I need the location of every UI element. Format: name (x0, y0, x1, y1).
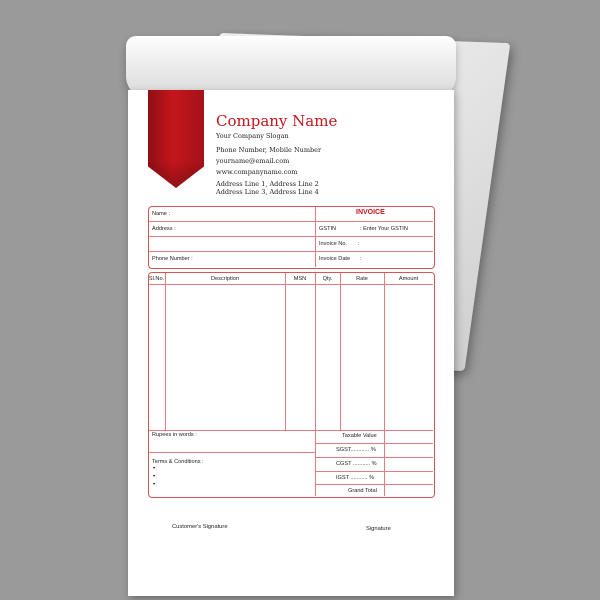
customer-signature-label: Customer's Signature (172, 524, 228, 530)
totals-row-line (316, 457, 433, 458)
header-slno: Sl.No. (148, 276, 165, 282)
table-header-line (149, 284, 433, 285)
header-amount: Amount (398, 276, 419, 282)
company-website: www.companyname.com (216, 168, 298, 176)
invoice-title: INVOICE (356, 209, 385, 216)
column-divider (315, 273, 316, 496)
invoice-date-colon: : (360, 256, 362, 262)
terms-bullet: • (153, 474, 156, 480)
divider (316, 221, 433, 222)
company-email: yourname@email.com (216, 157, 290, 165)
igst-label: IGST ........... % (336, 475, 375, 481)
invoice-sheet (128, 90, 454, 596)
ribbon-shadow (148, 160, 204, 188)
company-address-1: Address Line 1, Address Line 2 (216, 180, 319, 188)
company-phone: Phone Number, Mobile Number (216, 146, 322, 154)
header-msn: MSN (293, 276, 307, 282)
cgst-label: CGST ........... % (336, 461, 377, 467)
header-description: Description (211, 276, 239, 282)
terms-bullet: • (153, 466, 156, 472)
column-divider (384, 273, 385, 496)
totals-row-line (316, 471, 433, 472)
company-signature-label: Signature (366, 526, 391, 532)
company-slogan: Your Company Slogan (216, 132, 289, 140)
phone-label: Phone Number : (152, 256, 193, 262)
invoice-number-colon: : (358, 241, 360, 247)
company-name: Company Name (216, 112, 338, 130)
divider (149, 251, 315, 252)
gstin-value: : Enter Your GSTIN (360, 226, 408, 232)
totals-top-line (149, 430, 433, 431)
divider (316, 236, 433, 237)
invoice-number-label: Invoice No. (319, 241, 347, 247)
words-terms-divider (149, 452, 315, 453)
rupees-in-words-label: Rupees in words : (152, 432, 197, 438)
totals-row-line (316, 443, 433, 444)
divider (316, 251, 433, 252)
invoice-date-label: Invoice Date (319, 256, 351, 262)
taxable-value-label: Taxable Value (342, 433, 377, 439)
terms-label: Terms & Conditions : (152, 459, 204, 465)
name-label: Name : (152, 211, 171, 217)
divider (149, 221, 315, 222)
company-address-2: Address Line 3, Address Line 4 (216, 188, 319, 196)
terms-bullet: • (153, 482, 156, 488)
column-divider (340, 273, 341, 430)
column-divider (285, 273, 286, 430)
grand-total-label: Grand Total (348, 488, 377, 494)
divider (149, 236, 315, 237)
header-rate: Rate (356, 276, 368, 282)
column-divider (165, 273, 166, 430)
totals-row-line (316, 484, 433, 485)
divider (315, 207, 316, 267)
address-label: Address : (152, 226, 176, 232)
header-qty: Qty. (322, 276, 333, 282)
gstin-label: GSTIN (319, 226, 337, 232)
sgst-label: SGST............ % (336, 447, 376, 453)
